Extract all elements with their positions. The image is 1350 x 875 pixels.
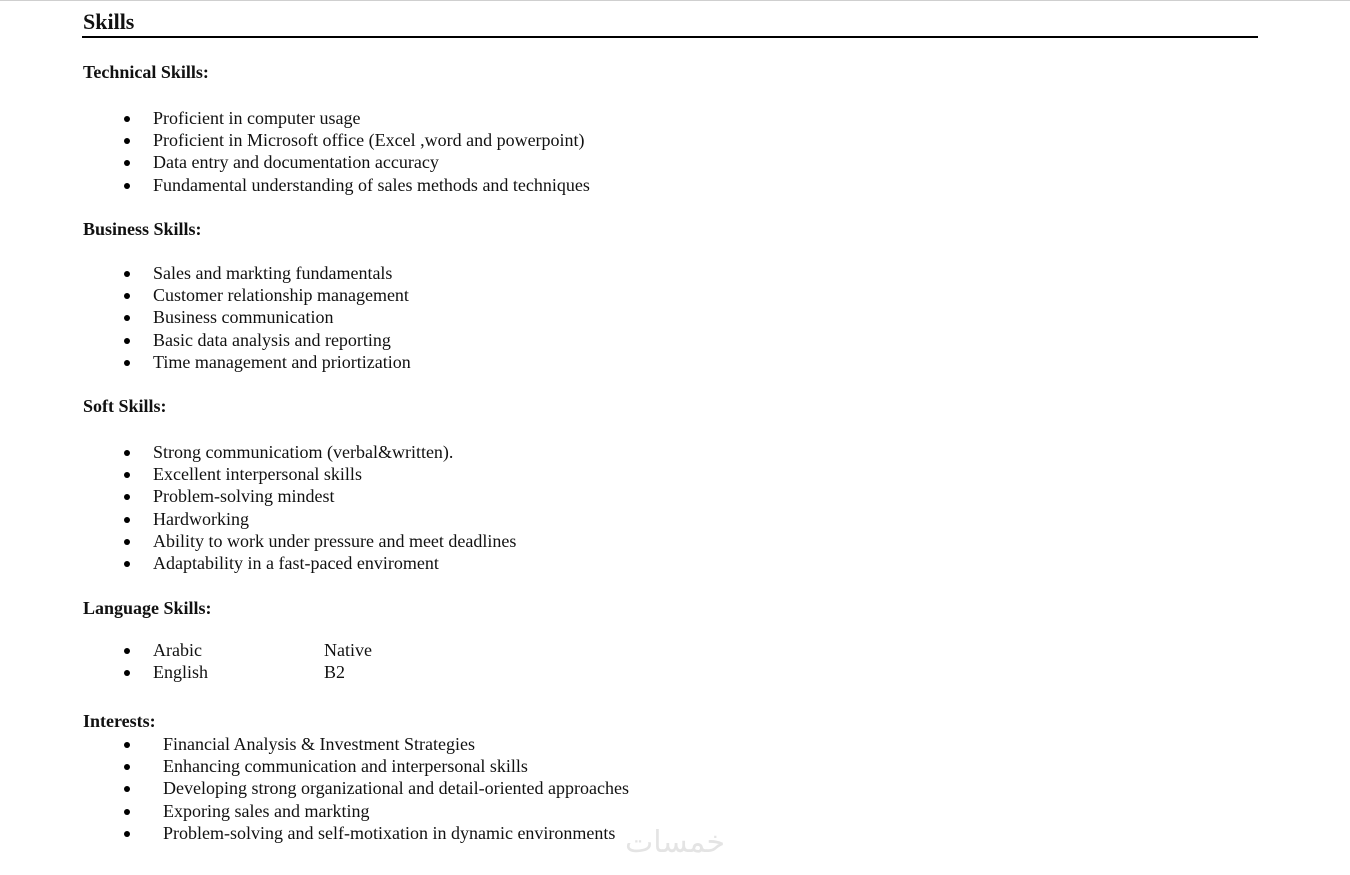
bullet-icon [124,160,130,166]
bullet-icon [124,742,130,748]
bullet-icon [124,338,130,344]
list-item: Customer relationship management [82,284,411,306]
bullet-icon [124,494,130,500]
bullet-icon [124,271,130,277]
bullet-icon [124,561,130,567]
language-skills-heading: Language Skills: [83,598,212,618]
technical-skills-list [82,107,590,196]
list-item: Business communication [82,306,411,328]
list-item: Hardworking [82,508,516,530]
list-item: Fundamental understanding of sales methods and techniques [82,174,590,196]
bullet-icon [124,472,130,478]
bullet-icon [124,648,130,654]
bullet-icon [124,670,130,676]
language-level: Native [324,640,372,660]
business-skills-heading: Business Skills: [83,219,202,239]
list-item: Data entry and documentation accuracy [82,151,590,173]
list-item [82,661,372,683]
bullet-icon [124,116,130,122]
list-item: Proficient in Microsoft office (Excel ,word and powerpoint) [82,129,590,151]
bullet-icon [124,786,130,792]
watermark-logo: خمسات [624,825,726,860]
business-skills-list [82,262,411,373]
list-item: Enhancing communication and interpersonal skills [82,755,629,777]
list-item: Financial Analysis & Investment Strategies [82,733,629,755]
list-item: Problem-solving mindest [82,485,516,507]
bullet-icon [124,831,130,837]
language-skills-list [82,639,372,683]
list-item: Sales and markting fundamentals [82,262,411,284]
list-item: Problem-solving and self-motixation in dynamic environments [82,822,629,844]
bullet-icon [124,764,130,770]
interests-heading: Interests: [83,711,156,731]
bullet-icon [124,315,130,321]
page-title: Skills [82,8,1258,38]
top-border-line [0,0,1350,1]
bullet-icon [124,809,130,815]
list-item [82,639,372,661]
language-name: Arabic [153,640,202,660]
list-item: Basic data analysis and reporting [82,329,411,351]
list-item: Adaptability in a fast-paced enviroment [82,552,516,574]
bullet-icon [124,517,130,523]
list-item: Exporing sales and markting [82,800,629,822]
bullet-icon [124,138,130,144]
list-item: Time management and priortization [82,351,411,373]
bullet-icon [124,183,130,189]
list-item: Strong communicatiom (verbal&written). [82,441,516,463]
list-item: Ability to work under pressure and meet deadlines [82,530,516,552]
bullet-icon [124,360,130,366]
bullet-icon [124,539,130,545]
bullet-icon [124,450,130,456]
list-item: Excellent interpersonal skills [82,463,516,485]
language-name: English [153,662,209,683]
interests-list [82,733,629,844]
soft-skills-heading: Soft Skills: [83,396,167,416]
technical-skills-heading: Technical Skills: [83,62,209,82]
bullet-icon [124,293,130,299]
list-item: Proficient in computer usage [82,107,590,129]
language-level: B2 [324,662,346,683]
list-item: Developing strong organizational and detail-oriented approaches [82,777,629,799]
soft-skills-list [82,441,516,574]
